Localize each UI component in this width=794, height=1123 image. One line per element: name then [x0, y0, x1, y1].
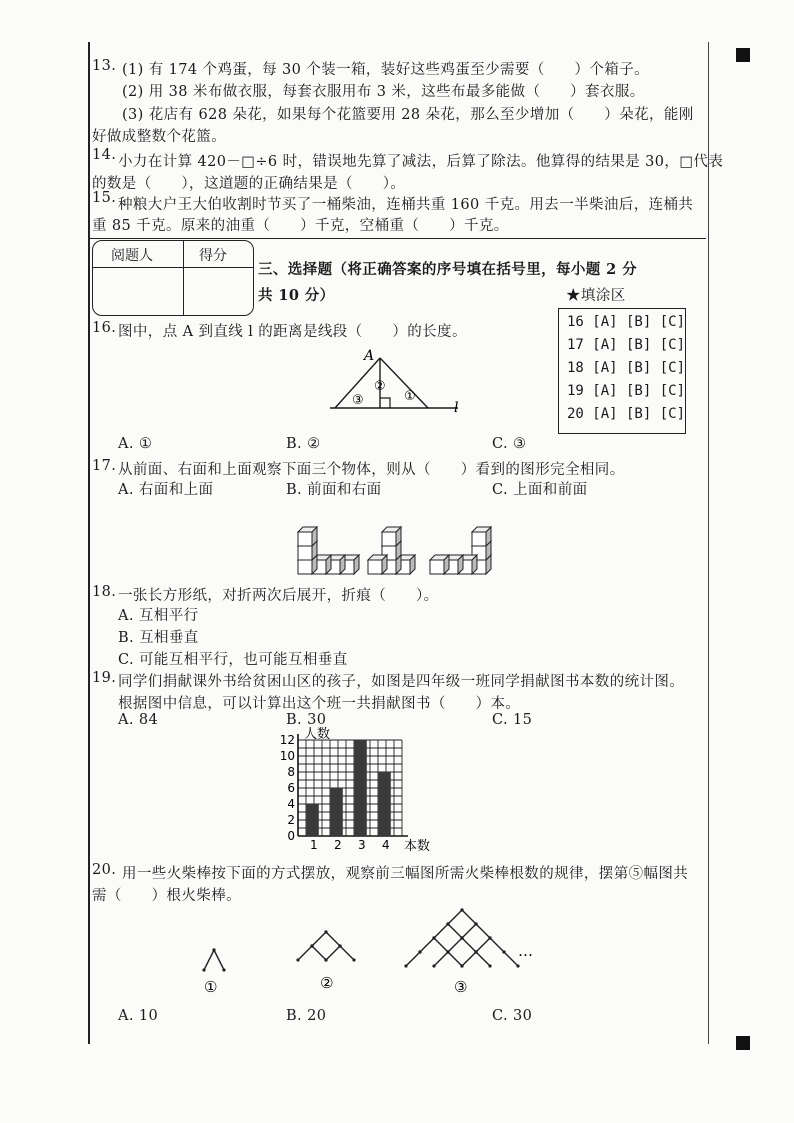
chart-x-tick-label: 3: [358, 838, 366, 852]
chart-y-axis-label: 人数: [304, 727, 331, 742]
q20-option-c[interactable]: C. 30: [492, 1008, 533, 1024]
chart-bar-3: [354, 740, 367, 836]
matchstick: [204, 950, 214, 970]
q13-number: 13.: [92, 58, 117, 74]
q13-part3a: (3) 花店有 628 朵花，如果每个花篮要用 28 朵花，那么至少增加（ ）朵花，能刚: [122, 107, 694, 123]
matchstick: [326, 946, 340, 960]
q15-line2: 重 85 千克。原来的油重（ ）千克，空桶重（ ）千克。: [92, 218, 509, 234]
q20-figure-1-label: ①: [204, 978, 218, 996]
matchstick: [448, 910, 462, 924]
q19-option-a[interactable]: A. 84: [118, 712, 159, 728]
chart-x-tick-label: 4: [382, 838, 390, 852]
matchstick: [214, 950, 224, 970]
q20-option-b[interactable]: B. 20: [286, 1008, 327, 1024]
registration-marker-top: [736, 48, 750, 62]
q14-line2: 的数是（ ），这道题的正确结果是（ ）。: [92, 176, 406, 192]
matchstick: [448, 938, 462, 952]
matchstick: [434, 938, 448, 952]
section3-title-line1: 三、选择题（将正确答案的序号填在括号里，每小题 2 分: [258, 261, 637, 278]
q17-number: 17.: [92, 458, 117, 474]
matchstick: [462, 938, 476, 952]
matchstick: [298, 946, 312, 960]
matchstick: [406, 952, 420, 966]
chart-bar-2: [330, 788, 343, 836]
q16-seg-2: ②: [374, 379, 386, 394]
answer-row-16[interactable]: 16 [A] [B] [C]: [567, 314, 686, 330]
q19-line2: 根据图中信息，可以计算出这个班一共捐献图书（ ）本。: [118, 696, 521, 712]
section3-title-line2: 共 10 分）: [258, 287, 335, 304]
q16-option-b[interactable]: B. ②: [286, 436, 321, 452]
chart-y-tick-label: 4: [287, 797, 295, 811]
q20-option-a[interactable]: A. 10: [118, 1008, 159, 1024]
q18-number: 18.: [92, 584, 117, 600]
q17-cube-figures: [292, 498, 522, 578]
q19-line1: 同学们捐献课外书给贫困山区的孩子，如图是四年级一班同学捐献图书本数的统计图。: [118, 674, 685, 690]
matchstick: [490, 938, 504, 952]
chart-y-tick-label: 10: [279, 749, 295, 763]
q19-option-c[interactable]: C. 15: [492, 712, 533, 728]
matchstick: [462, 952, 476, 966]
chart-y-tick-label: 12: [279, 733, 295, 747]
matchstick: [340, 946, 354, 960]
matchstick: [504, 952, 518, 966]
answer-row-18[interactable]: 18 [A] [B] [C]: [567, 360, 686, 376]
q16-option-c[interactable]: C. ③: [492, 436, 527, 452]
cube: [430, 555, 449, 574]
score-box: [92, 240, 254, 316]
chart-y-tick-label: 8: [287, 765, 295, 779]
q17-option-c[interactable]: C. 上面和前面: [492, 482, 588, 498]
q18-option-c[interactable]: C. 可能互相平行，也可能互相垂直: [118, 652, 348, 668]
q20-matchstick-figures: [196, 900, 556, 1000]
answer-area-title: ★填涂区: [566, 288, 626, 304]
q16-number: 16.: [92, 320, 117, 336]
q18-text: 一张长方形纸，对折两次后展开，折痕（ ）。: [118, 588, 439, 604]
q20-figure-2-label: ②: [320, 974, 334, 992]
answer-row-20[interactable]: 20 [A] [B] [C]: [567, 406, 686, 422]
q14-number: 14.: [92, 147, 117, 163]
chart-x-tick-label: 2: [334, 838, 342, 852]
q13-part3b: 好做成整数个花篮。: [92, 129, 227, 145]
q16-seg-1: ①: [404, 389, 416, 404]
q15-line1: 种粮大户王大伯收割时节买了一桶柴油，连桶共重 160 千克。用去一半柴油后，连桶共: [118, 197, 694, 213]
reviewer-label: 阅题人: [111, 248, 153, 264]
chart-y-tick-label: 0: [287, 829, 295, 843]
score-label: 得分: [199, 248, 227, 264]
answer-row-19[interactable]: 19 [A] [B] [C]: [567, 383, 686, 399]
matchstick: [312, 932, 326, 946]
matchstick: [476, 952, 490, 966]
matchstick: [448, 924, 462, 938]
chart-bar-1: [306, 804, 319, 836]
matchstick: [476, 924, 490, 938]
q18-option-a[interactable]: A. 互相平行: [118, 608, 199, 624]
q18-option-b[interactable]: B. 互相垂直: [118, 630, 199, 646]
chart-y-tick-label: 2: [287, 813, 295, 827]
matchstick: [420, 938, 434, 952]
cube: [472, 527, 491, 546]
q19-number: 19.: [92, 670, 117, 686]
q16-option-a[interactable]: A. ①: [118, 436, 153, 452]
q19-option-b[interactable]: B. 30: [286, 712, 327, 728]
q14-line1: 小力在计算 420－□÷6 时，错误地先算了减法，后算了除法。他算得的结果是 30，□代表: [118, 154, 724, 170]
q17-text: 从前面、右面和上面观察下面三个物体，则从（ ）看到的图形完全相同。: [118, 462, 625, 478]
q15-number: 15.: [92, 190, 117, 206]
matchstick: [462, 910, 476, 924]
q20-ellipsis: …: [518, 942, 533, 960]
matchstick: [448, 952, 462, 966]
cube: [382, 527, 401, 546]
matchstick: [434, 952, 448, 966]
matchstick: [312, 946, 326, 960]
q20-number: 20.: [92, 862, 117, 878]
matchstick: [326, 932, 340, 946]
cube: [368, 555, 387, 574]
q16-figure: [330, 350, 460, 420]
section-divider: [88, 238, 706, 239]
chart-y-tick-label: 6: [287, 781, 295, 795]
q17-option-b[interactable]: B. 前面和右面: [286, 482, 382, 498]
answer-row-17[interactable]: 17 [A] [B] [C]: [567, 337, 686, 353]
q16-text: 图中，点 A 到直线 l 的距离是线段（ ）的长度。: [118, 324, 467, 340]
matchstick: [476, 938, 490, 952]
matchstick: [462, 924, 476, 938]
q20-line1: 用一些火柴棒按下面的方式摆放，观察前三幅图所需火柴棒根数的规律，摆第⑤幅图共: [122, 866, 689, 882]
q19-bar-chart: [279, 727, 460, 854]
q13-part2: (2) 用 38 米布做衣服，每套衣服用布 3 米，这些布最多能做（ ）套衣服。: [122, 84, 645, 100]
q20-figure-3-label: ③: [454, 978, 468, 996]
cube: [298, 527, 317, 546]
q13-part1: (1) 有 174 个鸡蛋，每 30 个装一箱，装好这些鸡蛋至少需要（ ）个箱子。: [122, 62, 650, 78]
q16-point-a: A: [364, 348, 375, 364]
matchstick: [434, 924, 448, 938]
chart-x-tick-label: 1: [310, 838, 318, 852]
q17-option-a[interactable]: A. 右面和上面: [118, 482, 214, 498]
registration-marker-bottom: [736, 1036, 750, 1050]
chart-x-axis-label: 本数: [404, 839, 431, 854]
q20-line2: 需（ ）根火柴棒。: [92, 888, 241, 904]
answer-area: [558, 308, 686, 434]
chart-bar-4: [378, 772, 391, 836]
q16-line-l: l: [454, 400, 459, 416]
q16-seg-3: ③: [352, 393, 364, 408]
